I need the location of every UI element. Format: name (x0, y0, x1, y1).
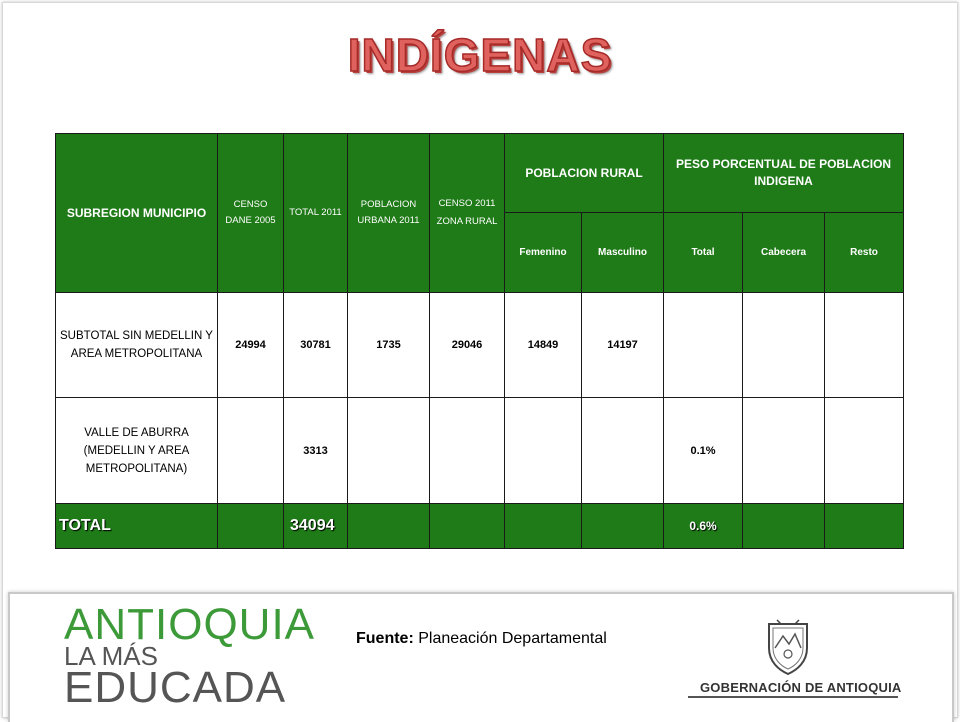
cell-cabecera (743, 398, 825, 504)
header-poblacion-rural: POBLACION RURAL (505, 134, 664, 213)
coat-of-arms-icon (763, 618, 813, 676)
total-cell-resto (825, 504, 904, 549)
logo-la-mas: LA MÁS (64, 641, 158, 671)
total-cell-urbana-2011 (348, 504, 430, 549)
total-row (56, 504, 904, 549)
cell-rural-2011 (430, 398, 505, 504)
header-censo-2011-zona-rural: CENSO 2011 ZONA RURAL (430, 134, 505, 293)
cell-peso-total (664, 293, 743, 398)
header-cabecera: Cabecera (743, 213, 825, 293)
header-subregion: SUBREGION MUNICIPIO (56, 134, 218, 293)
cell-censo-2005: 24994 (218, 293, 284, 398)
source-label: Fuente: (356, 630, 414, 647)
cell-masculino (582, 398, 664, 504)
header-poblacion-urbana-2011: POBLACION URBANA 2011 (348, 134, 430, 293)
cell-censo-2005 (218, 398, 284, 504)
cell-urbana-2011: 1735 (348, 293, 430, 398)
cell-rural-2011: 29046 (430, 293, 505, 398)
total-cell-cabecera (743, 504, 825, 549)
census-table (55, 133, 904, 549)
total-cell-peso: 0.6% (664, 504, 743, 549)
cell-resto (825, 293, 904, 398)
source-value: Planeación Departamental (413, 630, 607, 647)
logo-antioquia: ANTIOQUIA (64, 600, 316, 649)
cell-total-2011: 3313 (284, 398, 348, 504)
cell-urbana-2011 (348, 398, 430, 504)
table-row (56, 398, 904, 504)
header-peso-porcentual: PESO PORCENTUAL DE POBLACION INDIGENA (664, 134, 904, 213)
cell-femenino: 14849 (505, 293, 582, 398)
cell-masculino: 14197 (582, 293, 664, 398)
header-censo-dane-2005: CENSO DANE 2005 (218, 134, 284, 293)
logo-educada: EDUCADA (64, 663, 287, 712)
government-underline (688, 696, 898, 698)
government-name: GOBERNACIÓN DE ANTIOQUIA (700, 680, 902, 695)
total-cell-rural-2011 (430, 504, 505, 549)
cell-femenino (505, 398, 582, 504)
cell-resto (825, 398, 904, 504)
header-total-2011: TOTAL 2011 (284, 134, 348, 293)
total-cell-masculino (582, 504, 664, 549)
cell-peso-total: 0.1% (664, 398, 743, 504)
header-masculino: Masculino (582, 213, 664, 293)
source-note (356, 630, 607, 648)
row-label: VALLE DE ABURRA (MEDELLIN Y AREA METROPOLITANA) (56, 398, 218, 504)
table-row (56, 293, 904, 398)
slide-title: INDÍGENAS (347, 29, 613, 81)
header-row-1 (56, 134, 904, 213)
total-label: TOTAL (56, 504, 218, 549)
header-total: Total (664, 213, 743, 293)
cell-total-2011: 30781 (284, 293, 348, 398)
header-femenino: Femenino (505, 213, 582, 293)
total-cell-total-2011: 34094 (284, 504, 348, 549)
header-resto: Resto (825, 213, 904, 293)
cell-cabecera (743, 293, 825, 398)
row-label: SUBTOTAL SIN MEDELLIN Y AREA METROPOLITANA (56, 293, 218, 398)
total-cell-femenino (505, 504, 582, 549)
total-cell-censo-2005 (218, 504, 284, 549)
